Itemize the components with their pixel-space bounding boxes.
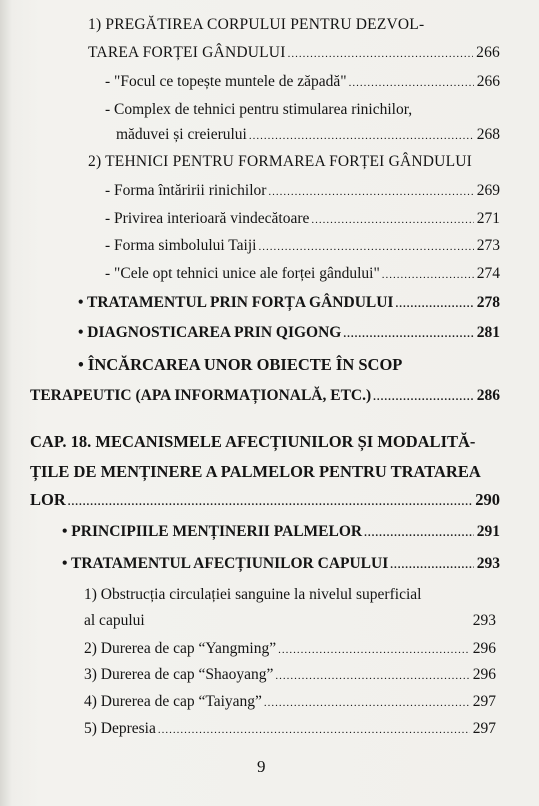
dot-leader (268, 182, 473, 202)
dot-leader (68, 492, 472, 512)
entry-page: 281 (476, 324, 500, 341)
toc-entry (84, 692, 496, 713)
entry-label: - Privirea interioară vindecătoare (105, 210, 310, 227)
entry-page: 293 (476, 555, 500, 572)
dot-leader (249, 126, 474, 146)
entry-page: 266 (476, 44, 500, 61)
entry-page: 268 (476, 126, 500, 143)
entry-page: 271 (476, 210, 500, 227)
entry-label: TAREA FORȚEI GÂNDULUI (88, 44, 286, 61)
page-number: 9 (257, 757, 266, 776)
dot-leader (390, 555, 474, 575)
dot-leader (258, 237, 473, 257)
entry-label: - Forma întăririi rinichilor (105, 182, 267, 199)
dot-leader (158, 720, 470, 740)
dot-leader (343, 324, 473, 344)
chapter-title-line-1: CAP. 18. MECANISMELE AFECȚIUNILOR ȘI MODALITĂ- (30, 432, 476, 451)
toc-entry-line: 1) Obstrucția circulației sanguine la nivelul superficial (84, 586, 422, 603)
entry-page: 297 (472, 693, 496, 710)
toc-bullet-entry (62, 554, 500, 575)
entry-label: măduvei și creierului (116, 126, 247, 143)
entry-page: 273 (476, 237, 500, 254)
toc-entry (84, 611, 496, 632)
section-2-title: 2) TEHNICI PENTRU FORMAREA FORȚEI GÂNDULUI (88, 153, 472, 170)
dot-leader (264, 693, 470, 713)
chapter-title-line-2: ȚILE DE MENȚINERE A PALMELOR PENTRU TRATAREA (30, 462, 481, 481)
entry-label: • TRATAMENTUL AFECȚIUNILOR CAPULUI (62, 555, 389, 572)
entry-label: • DIAGNOSTICAREA PRIN QIGONG (78, 324, 342, 341)
entry-label: 3) Durerea de cap “Shaoyang” (84, 666, 274, 683)
toc-entry (105, 72, 500, 93)
entry-label: - Forma simbolului Taiji (105, 237, 257, 254)
toc-entry (105, 264, 500, 285)
toc-entry-line: - Complex de tehnici pentru stimularea rinichilor, (105, 101, 413, 118)
entry-page: 297 (472, 720, 496, 737)
entry-label: 2) Durerea de cap “Yangming” (84, 640, 277, 657)
entry-label: - "Focul ce topește muntele de zăpadă" (105, 73, 347, 90)
toc-entry (84, 639, 496, 660)
dot-leader (364, 523, 474, 543)
entry-label: al capului (84, 612, 145, 629)
section-1-title-entry (88, 43, 500, 64)
entry-page: 293 (472, 612, 496, 629)
entry-label: 5) Depresia (84, 720, 156, 737)
entry-page: 266 (476, 73, 500, 90)
entry-page: 278 (476, 294, 500, 311)
toc-bullet-entry (62, 522, 500, 543)
dot-leader (349, 73, 474, 93)
toc-entry (84, 719, 496, 740)
dot-leader (275, 666, 469, 686)
entry-label: LOR (30, 490, 66, 509)
toc-entry (105, 209, 500, 230)
entry-label: - "Cele opt tehnici unice ale forței gândului" (105, 265, 380, 282)
chapter-title-entry (30, 490, 500, 512)
entry-page: 274 (476, 265, 500, 282)
entry-label: 4) Durerea de cap “Taiyang” (84, 693, 262, 710)
dot-leader (278, 640, 470, 660)
toc-bullet-entry (78, 293, 500, 314)
toc-entry (105, 236, 500, 257)
toc-entry (105, 181, 500, 202)
dot-leader (382, 265, 474, 285)
entry-page: 269 (476, 182, 500, 199)
section-1-title-line-1: 1) PREGĂTIREA CORPULUI PENTRU DEZVOL- (88, 16, 425, 33)
entry-page: 296 (472, 640, 496, 657)
toc-entry (116, 125, 500, 146)
entry-page: 291 (476, 523, 500, 540)
entry-page: 296 (472, 666, 496, 683)
entry-label: TERAPEUTIC (APA INFORMAȚIONALĂ, ETC.) (30, 387, 372, 404)
toc-bullet-line: • ÎNCĂRCAREA UNOR OBIECTE ÎN SCOP (78, 355, 403, 374)
dot-leader (373, 387, 474, 407)
dot-leader (395, 294, 473, 314)
entry-page: 286 (476, 387, 500, 404)
entry-label: • TRATAMENTUL PRIN FORȚA GÂNDULUI (78, 294, 394, 311)
toc-bullet-entry (78, 323, 500, 344)
dot-leader (311, 210, 473, 230)
entry-label: • PRINCIPIILE MENȚINERII PALMELOR (62, 523, 363, 540)
toc-bullet-entry (30, 386, 500, 407)
dot-leader (288, 44, 474, 64)
entry-page: 290 (475, 490, 500, 509)
toc-entry (84, 665, 496, 686)
